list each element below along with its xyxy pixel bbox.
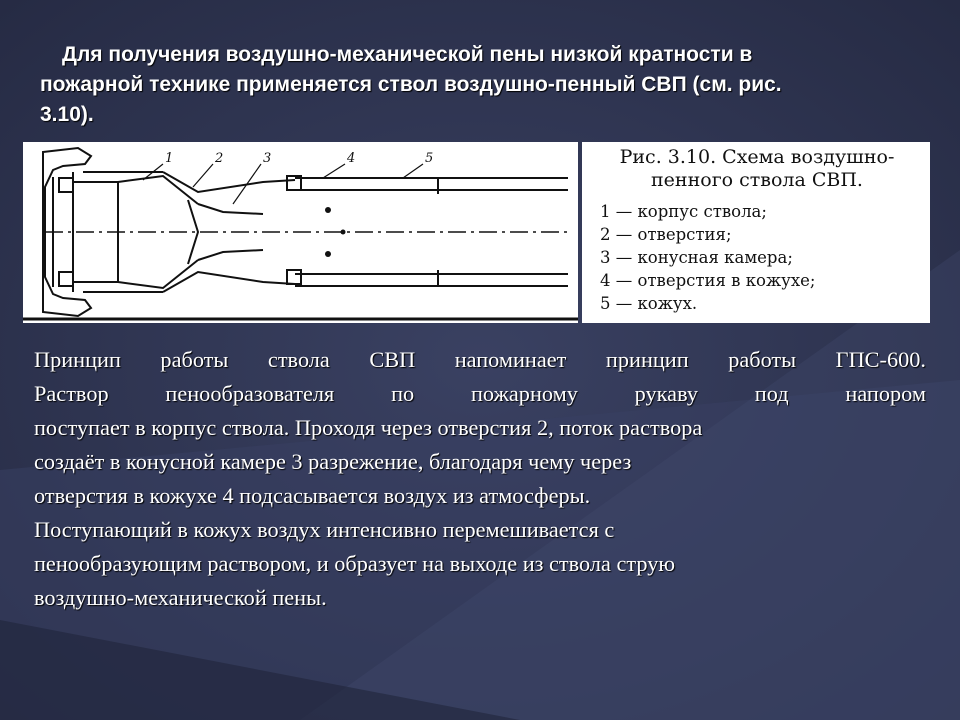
part-label-3: 3 [263,151,272,166]
part-label-4: 4 [347,151,356,166]
legend-item: 5 — кожух. [600,294,698,313]
intro-line-2: пожарной технике применяется ствол воздушно-пенный СВП (см. рис. [40,73,782,96]
nozzle-schematic-figure [23,142,578,323]
legend-item: 3 — конусная камера; [600,248,793,267]
body-line-1: Принцип работы ствола СВП напоминает принцип работы ГПС-600. [34,347,926,372]
caption-title-line-1: Рис. 3.10. Схема воздушно- [619,146,895,168]
legend-item: 2 — отверстия; [600,225,732,244]
intro-line-1: Для получения воздушно-механической пены низкой кратности в [62,43,753,66]
principle-paragraph [34,343,926,615]
caption-title-line-2: пенного ствола СВП. [651,169,863,191]
body-line-6: Поступающий в кожух воздух интенсивно перемешивается с [34,517,615,542]
figure-legend-list [600,200,815,315]
intro-paragraph [40,40,900,130]
body-line-8: воздушно-механической пены. [34,585,327,610]
legend-item: 1 — корпус ствола; [600,202,767,221]
figure-caption-title [592,146,922,192]
legend-item: 4 — отверстия в кожухе; [600,271,816,290]
nozzle-schematic-drawing [23,142,578,323]
part-label-1: 1 [165,151,174,166]
body-line-2: Раствор пенообразователя по пожарному рукаву под напором [34,381,926,406]
body-line-4: создаёт в конусной камере 3 разрежение, благодаря чему через [34,449,632,474]
body-line-7: пенообразующим раствором, и образует на выходе из ствола струю [34,551,676,576]
intro-line-3: 3.10). [40,103,94,126]
part-label-2: 2 [215,151,224,166]
part-label-5: 5 [425,151,434,166]
body-line-3: поступает в корпус ствола. Проходя через отверстия 2, поток раствора [34,415,703,440]
figure-caption-panel [582,142,930,323]
body-line-5: отверстия в кожухе 4 подсасывается воздух из атмосферы. [34,483,591,508]
